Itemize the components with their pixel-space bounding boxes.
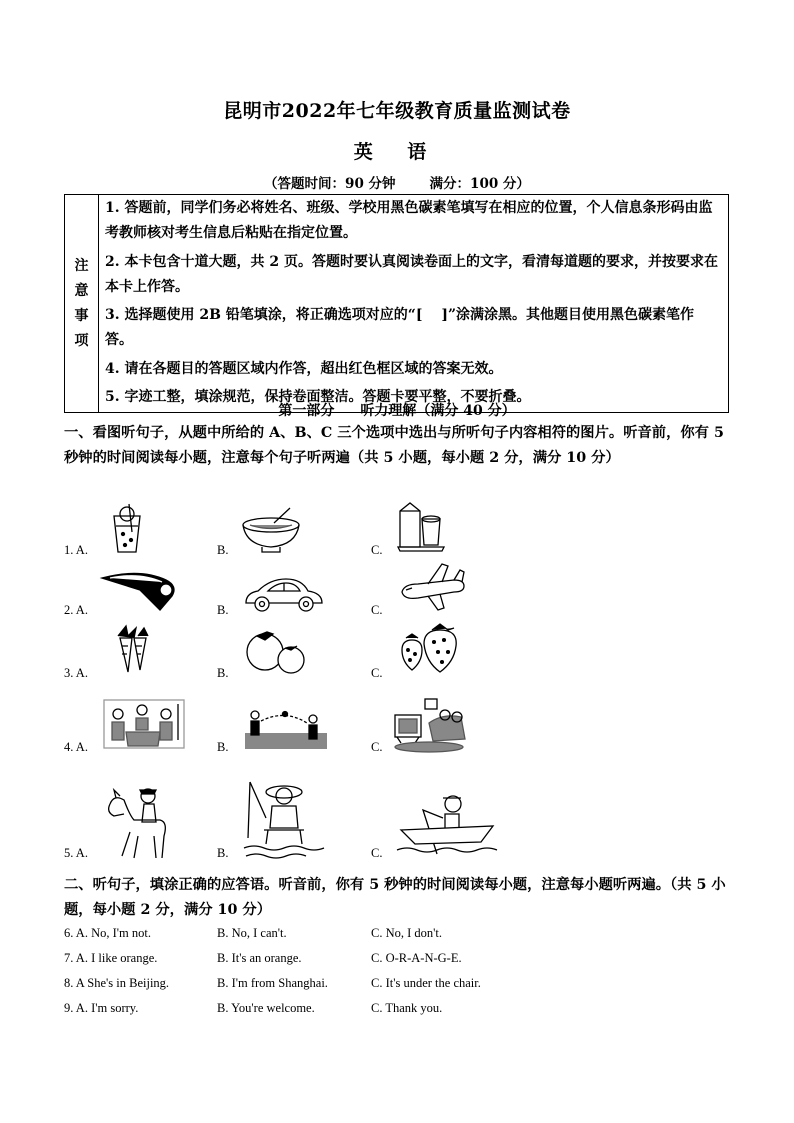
answer-option: C. O-R-A-N-G-E. (371, 951, 462, 965)
option-label: B. (217, 603, 229, 617)
option-label: C. (371, 603, 383, 617)
notice-item: 4. 请在各题目的答题区域内作答，超出红色框区域的答案无效。 (99, 356, 729, 384)
option-label: B. (217, 543, 229, 557)
notice-box (64, 194, 729, 413)
answer-option: B. No, I can't. (217, 926, 287, 940)
answer-option: B. You're welcome. (217, 1001, 315, 1015)
answer-option: B. It's an orange. (217, 951, 302, 965)
subject-title: 英 语 (353, 141, 441, 163)
option-label: 5. A. (64, 846, 88, 860)
juice-glass-icon (106, 502, 146, 554)
notice-item: 5. 字迹工整，填涂规范，保持卷面整洁。答题卡要平整，不要折叠。 (99, 384, 729, 413)
option-label: C. (371, 666, 383, 680)
horse-riding-icon (104, 786, 172, 862)
car-icon (242, 575, 326, 613)
option-label: B. (217, 666, 229, 680)
answer-option: 9. A. I'm sorry. (64, 1001, 139, 1015)
strawberry-icon (398, 624, 464, 674)
exam-title: 昆明市2022年七年级教育质量监测试卷 (223, 100, 571, 122)
watching-tv-icon (393, 697, 469, 753)
ball-game-icon (245, 705, 327, 749)
option-label: C. (371, 846, 383, 860)
notice-item: 1. 答题前，同学们务必将姓名、班级、学校用黑色碳素笔填写在相应的位置，个人信息条形码由监考教师核对考生信息后粘贴在指定位置。 (99, 195, 729, 249)
option-label: B. (217, 740, 229, 754)
full-score: 满分：100 分） (429, 176, 530, 192)
answer-option: B. I'm from Shanghai. (217, 976, 328, 990)
section-one-instruction: 一、看图听句子，从题中所给的 A、B、C 三个选项中选出与所听句子内容相符的图片。听音前，你有 5 秒钟的时间阅读每小题，注意每个句子听两遍（共 5 小题，每小题 2 分，满分 10 分） (64, 425, 724, 466)
answer-option: C. Thank you. (371, 1001, 443, 1015)
carrot-icon (104, 624, 158, 674)
plane-icon (398, 562, 466, 612)
boating-icon (397, 794, 497, 858)
notice-item: 3. 选择题使用 2B 铅笔填涂，将正确选项对应的“[ ]”涂满涂黑。其他题目使用黑色碳素笔作答。 (99, 302, 729, 356)
answer-option: 6. A. No, I'm not. (64, 926, 151, 940)
option-label: B. (217, 846, 229, 860)
answer-option: C. It's under the chair. (371, 976, 481, 990)
fishing-icon (244, 778, 324, 862)
soup-bowl-icon (240, 505, 302, 553)
option-label: C. (371, 543, 383, 557)
notice-item: 2. 本卡包含十道大题，共 2 页。答题时要认真阅读卷面上的文字，看清每道题的要求，并按要求在本卡上作答。 (99, 249, 729, 303)
exam-time-info (0, 172, 794, 192)
answer-time: （答题时间：90 分钟 (264, 176, 396, 192)
option-label: C. (371, 740, 383, 754)
milk-and-cup-icon (396, 497, 446, 553)
part-one-heading: 第一部分 听力理解（满分 40 分） (278, 403, 516, 419)
option-label: 2. A. (64, 603, 88, 617)
tomato-icon (245, 628, 307, 674)
option-label: 3. A. (64, 666, 88, 680)
section-two-instruction: 二、听句子，填涂正确的应答语。听音前，你有 5 秒钟的时间阅读每小题，注意每小题听两遍。（共 5 小题，每小题 2 分，满分 10 分） (64, 877, 726, 918)
answer-option: 8. A She's in Beijing. (64, 976, 170, 990)
train-icon (100, 566, 178, 612)
answer-option: 7. A. I like orange. (64, 951, 158, 965)
family-dinner-icon (104, 700, 184, 748)
option-label: 4. A. (64, 740, 88, 754)
option-label: 1. A. (64, 543, 88, 557)
notice-label: 注 意 事 项 (65, 195, 99, 413)
answer-option: C. No, I don't. (371, 926, 443, 940)
